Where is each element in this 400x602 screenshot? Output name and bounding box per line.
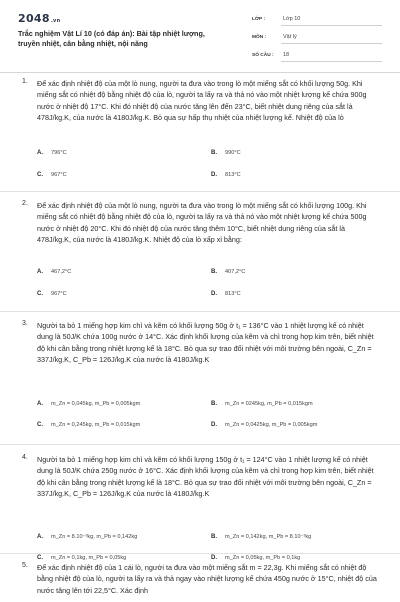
option-text: m_Zn = 0,05kg, m_Pb = 0,1kg [225, 555, 301, 561]
question-5 [22, 562, 380, 602]
option-letter: C. [37, 555, 43, 561]
option-text: 467,2°C [51, 269, 72, 275]
question-number: 5. [22, 562, 28, 569]
question-separator [0, 191, 400, 192]
option-text: 796°C [51, 150, 67, 156]
page-title: Trắc nghiệm Vật Lí 10 (có đáp án): Bài tập nhiệt lượng, truyền nhiệt, cân bằng nhiệt, nội năng [18, 29, 205, 48]
meta-class-value: Lớp 10 [283, 16, 301, 22]
option-text: m_Zn = 0,142kg, m_Pb = 8.10⁻³kg [225, 534, 312, 540]
option-a[interactable] [37, 269, 71, 275]
option-text: m_Zn = 0,245kg, m_Pb = 0,015kgm [51, 422, 141, 428]
question-text: Để xác định nhiệt độ của một lò nung, người ta đưa vào trong lò một miếng sắt có khối lượng 50g. Khi miếng sắt có nhiệt độ bằng nhiệt độ của lò, người ta lấy ra và thả nó vào một nhiệt lượng kế chứa 900g nước ở nhiệt độ 17°C. Khi đó nhiệt độ của nước tăng lên đến 23°C, biết nhiệt dung riêng của sắt là 478J/kg.K, của nước là 4180J/kg.K. Bỏ qua sự hấp thụ nhiệt của nhiệt lượng kế. Nhiệt độ của lò [37, 79, 367, 123]
meta-class-label: LỚP : [252, 17, 266, 22]
option-letter: B. [211, 401, 217, 407]
question-3 [22, 320, 380, 446]
option-a[interactable] [37, 401, 140, 407]
question-separator [0, 444, 400, 445]
question-1 [22, 78, 380, 178]
option-letter: D. [211, 555, 217, 561]
question-text: Để xác định nhiệt độ của một lò nung, người ta đưa vào trong lò một miếng sắt có khối lượng 100g. Khi miếng sắt có nhiệt độ bằng nhiệt độ của lò, người ta lấy ra và thả nó vào một nhiệt lượng kế chứa 500g nước ở nhiệt độ 20°C. Khi đó nhiệt độ của nước tăng thêm 10°C, biết nhiệt dung riêng của sắt là 478J/kg.K, của nước là 4180J/kg.K. Nhiệt độ của lò xấp xỉ bằng: [37, 201, 367, 245]
logo-text: 2048 [18, 12, 50, 25]
site-logo[interactable] [18, 12, 60, 25]
header-divider [0, 72, 400, 73]
option-text: 813°C [225, 172, 241, 178]
question-number: 1. [22, 78, 28, 85]
option-text: m_Zn = 8.10⁻³kg, m_Pb = 0,142kg [51, 534, 138, 540]
option-text: m_Zn = 0,0425kg, m_Pb = 0,005kgm [225, 422, 318, 428]
page-header [0, 0, 400, 70]
question-2 [22, 200, 380, 300]
option-text: m_Zn = 0245kg, m_Pb = 0,015kgm [225, 401, 313, 407]
option-c[interactable] [37, 172, 67, 178]
option-text: 813°C [225, 291, 241, 297]
option-c[interactable] [37, 291, 67, 297]
logo-suffix: .vn [50, 18, 61, 24]
option-d[interactable] [211, 422, 317, 428]
meta-panel [252, 14, 382, 68]
question-text: Người ta bỏ 1 miếng hợp kim chì và kẽm có khối lượng 50g ở t₁ = 136°C vào 1 nhiệt lượng kế có nhiệt dung là 50J/K chứa 100g nước ở 14°C. Xác định khối lượng của kẽm và chì trong hợp kim trên, biết nhiệt độ khi cân bằng trong nhiệt lượng kế là 18°C. Bỏ qua sự trao đổi nhiệt với môi trường bên ngoài, C_Zn = 337J/kg.K, C_Pb = 126J/kg.K của nước là 4180J/kg.K [37, 321, 374, 365]
option-d[interactable] [211, 291, 241, 297]
question-separator [0, 311, 400, 312]
meta-count-value: 18 [283, 52, 290, 58]
meta-subject-value: Vật lý [283, 34, 297, 40]
option-text: 967°C [51, 291, 67, 297]
option-text: m_Zn = 0,1kg, m_Pb = 0,05kg [51, 555, 127, 561]
meta-count-label: SỐ CÂU : [252, 53, 274, 58]
option-a[interactable] [37, 534, 137, 540]
option-text: 990°C [225, 150, 241, 156]
option-letter: A. [37, 534, 43, 540]
meta-divider [281, 43, 382, 44]
option-text: m_Zn = 0,045kg, m_Pb = 0,005kgm [51, 401, 141, 407]
option-letter: D. [211, 291, 217, 297]
option-letter: B. [211, 269, 217, 275]
option-a[interactable] [37, 150, 67, 156]
question-number: 2. [22, 200, 28, 207]
option-d[interactable] [211, 172, 241, 178]
option-c[interactable] [37, 422, 140, 428]
question-number: 4. [22, 454, 28, 461]
option-d[interactable] [211, 555, 300, 561]
question-text: Người ta bỏ 1 miếng hợp kim chì và kẽm có khối lượng 150g ở t₁ = 124°C vào 1 nhiệt lượng kế có nhiệt dung là 50J/K chứa 250g nước ở 16°C. Xác định khối lượng của kẽm và chì trong hợp kim trên, biết nhiệt độ khi cân bằng trong nhiệt lượng kế là 18°C. Bỏ qua sự trao đổi nhiệt với môi trường bên ngoài, C_Zn = 337J/kg.K, C_Pb = 126J/kg.K của nước là 4180J/kg.K [37, 455, 374, 499]
option-letter: D. [211, 422, 217, 428]
option-b[interactable] [211, 534, 311, 540]
question-4 [22, 454, 380, 576]
meta-class-row [252, 14, 382, 32]
option-letter: A. [37, 150, 43, 156]
meta-divider [281, 61, 382, 62]
option-letter: A. [37, 401, 43, 407]
option-letter: D. [211, 172, 217, 178]
meta-divider [281, 25, 382, 26]
meta-subject-label: MÔN : [252, 35, 267, 40]
option-letter: C. [37, 291, 43, 297]
meta-subject-row [252, 32, 382, 50]
option-c[interactable] [37, 555, 126, 561]
question-separator [0, 553, 400, 554]
option-text: 407,2°C [225, 269, 246, 275]
question-number: 3. [22, 320, 28, 327]
option-text: 967°C [51, 172, 67, 178]
option-letter: A. [37, 269, 43, 275]
option-letter: C. [37, 172, 43, 178]
option-letter: B. [211, 150, 217, 156]
option-b[interactable] [211, 401, 313, 407]
question-text: Để xác định nhiệt độ của 1 cái lò, người ta đưa vào một miếng sắt m = 22,3g. Khi miếng sắt có nhiệt độ bằng nhiệt độ của lò, người ta lấy ra và thả ngay vào nhiệt lượng kế chứa 450g nước ở 15°C, nhiệt độ của nước tăng lên tới 22,5°C. Xác định [37, 563, 377, 595]
option-b[interactable] [211, 269, 245, 275]
option-letter: C. [37, 422, 43, 428]
meta-count-row [252, 50, 382, 68]
option-b[interactable] [211, 150, 241, 156]
option-letter: B. [211, 534, 217, 540]
